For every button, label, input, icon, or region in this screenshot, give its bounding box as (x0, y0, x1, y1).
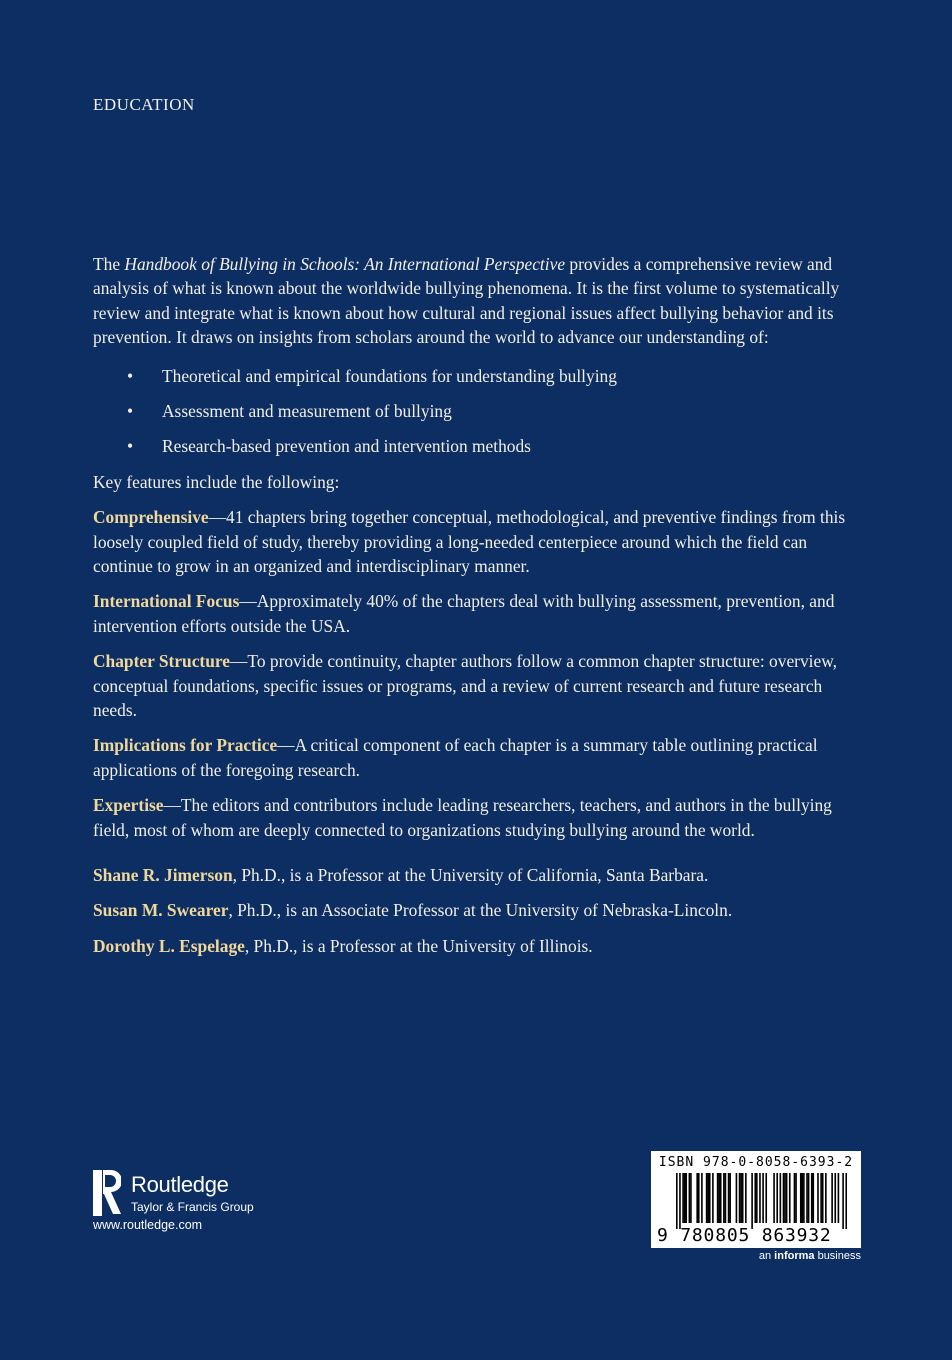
barcode-bar (723, 1173, 725, 1223)
barcode-bar (739, 1173, 741, 1223)
barcode-bar (808, 1173, 810, 1223)
feature-text: —To provide continuity, chapter authors follow a common chapter structure: overview, conceptual foundations, specific issues or programs, and a review of current research and future research needs. (93, 651, 837, 721)
feature-paragraph (93, 589, 868, 638)
publisher-group: Taylor & Francis Group (131, 1200, 254, 1214)
feature-heading: Implications for Practice (93, 735, 278, 756)
ean-digits (657, 1225, 857, 1246)
author-name: Susan M. Swearer (93, 900, 229, 921)
intro-paragraph (93, 252, 868, 350)
barcode-bar (717, 1173, 719, 1223)
publisher-block (93, 1170, 313, 1240)
intro-lead: The (93, 254, 125, 274)
barcode-bar (689, 1173, 691, 1223)
barcode-bar (789, 1173, 791, 1223)
barcode-bar (754, 1173, 756, 1223)
barcode-bar (811, 1173, 813, 1223)
barcode-bar (765, 1173, 767, 1223)
intro-rest: provides a comprehensive review and analysis of what is known about the worldwide bullying phenomena. It is the first volume to systematically review and integrate what is known about how cultural and regional issues affect bullying behavior and its prevention. It draws on insights from scholars around the world to advance our understanding of: (93, 254, 840, 348)
bullet-icon: • (127, 436, 134, 457)
barcode-bar (831, 1173, 833, 1223)
barcode-bar (806, 1173, 808, 1223)
barcode-bar (780, 1173, 782, 1223)
feature-text: —The editors and contributors include leading researchers, teachers, and authors in the bullying field, most of whom are deeply connected to organizations studying bullying around the world. (93, 795, 832, 840)
barcode-bar (762, 1173, 764, 1223)
barcode-bar (718, 1173, 720, 1223)
barcode-bar (820, 1173, 822, 1223)
feature-paragraph (93, 733, 868, 782)
barcode-bar (690, 1173, 692, 1223)
barcode-bar (838, 1173, 840, 1223)
bullet-icon: • (127, 401, 134, 422)
barcode-bar (676, 1173, 678, 1229)
barcode-bar (745, 1173, 747, 1223)
barcode-bar (812, 1173, 814, 1223)
barcode-bar (712, 1173, 714, 1223)
barcode-bar (842, 1173, 844, 1229)
list-item: • Assessment and measurement of bullying (93, 399, 868, 423)
key-features-intro: Key features include the following: (93, 471, 340, 492)
barcode-bar (696, 1173, 698, 1223)
barcode-bar (817, 1173, 819, 1223)
barcode-bar (783, 1173, 785, 1223)
barcode-bar (845, 1173, 847, 1229)
barcode-bar (742, 1173, 744, 1223)
barcode-bar (794, 1173, 796, 1223)
book-title: Handbook of Bullying in Schools: An International Perspective (124, 254, 566, 274)
barcode-bar (728, 1173, 730, 1223)
barcode-bar (679, 1173, 681, 1229)
author-name: Dorothy L. Espelage (93, 935, 245, 956)
barcode-bar (729, 1173, 731, 1223)
barcode-bar (707, 1173, 709, 1223)
author-list (93, 863, 868, 958)
feature-paragraph (93, 793, 868, 842)
bullet-icon: • (127, 365, 134, 386)
feature-heading: Expertise (93, 795, 164, 816)
list-item: • Theoretical and empirical foundations for understanding bullying (93, 364, 868, 388)
isbn-label: ISBN 978-0-8058-6393-2 (658, 1155, 854, 1170)
description-block (93, 252, 868, 958)
publisher-name: Routledge (131, 1172, 229, 1197)
feature-text: —41 chapters bring together conceptual, methodological, and preventive findings from this loosely coupled field of study, thereby providing a long-needed centerpiece around which the field can continue to grow in an organized and interdisciplinary manner. (93, 507, 846, 577)
barcode-bar (773, 1173, 775, 1223)
ean-first-digit: 9 (657, 1225, 669, 1246)
feature-paragraph (93, 505, 868, 578)
feature-heading: Comprehensive (93, 507, 209, 528)
barcode-bar (698, 1173, 700, 1223)
barcode-bar (751, 1173, 753, 1229)
barcode-bar (736, 1173, 738, 1223)
category-label: EDUCATION (93, 95, 195, 114)
author-name: Shane R. Jimerson (93, 865, 233, 886)
barcode-bar (682, 1173, 684, 1223)
routledge-logo-icon (93, 1170, 121, 1216)
feature-text: —Approximately 40% of the chapters deal with bullying assessment, prevention, and intervention efforts outside the USA. (93, 591, 835, 636)
ean-left-group: 780805 (680, 1225, 751, 1246)
author-bio: Susan M. Swearer, Ph.D., is an Associate Professor at the University of Nebraska-Lincoln. (93, 900, 733, 921)
feature-paragraph (93, 649, 868, 722)
barcode-bar (685, 1173, 687, 1223)
barcode-bar (825, 1173, 827, 1223)
barcode-bar (776, 1173, 778, 1223)
feature-heading: Chapter Structure (93, 651, 231, 672)
topic-list (93, 364, 868, 459)
barcode-bar (720, 1173, 722, 1223)
barcode-bar (706, 1173, 708, 1223)
author-bio: Shane R. Jimerson, Ph.D., is a Professor at the University of California, Santa Barbara. (93, 865, 709, 886)
barcode-bar (800, 1173, 802, 1223)
list-item: • Research-based prevention and intervention methods (93, 434, 868, 458)
barcode-bar (784, 1173, 786, 1223)
barcode-bar (802, 1173, 804, 1223)
barcode-bar (709, 1173, 711, 1223)
barcode-bar (684, 1173, 686, 1223)
ean-right-group: 863932 (761, 1225, 832, 1246)
feature-text: —A critical component of each chapter is a summary table outlining practical applications of the foregoing research. (93, 735, 818, 780)
publisher-url[interactable]: www.routledge.com (93, 1218, 203, 1232)
barcode-bar (725, 1173, 727, 1223)
barcode-bar (759, 1173, 761, 1223)
barcode-bar (803, 1173, 805, 1223)
barcode-bar (740, 1173, 742, 1223)
barcode-bar (786, 1173, 788, 1223)
informa-tagline: an informa business (758, 1250, 861, 1262)
isbn-barcode (651, 1151, 861, 1248)
barcode-bar (795, 1173, 797, 1223)
barcode-bar (822, 1173, 824, 1223)
barcode-bar (701, 1173, 703, 1223)
barcode-bar (756, 1173, 758, 1223)
feature-heading: International Focus (93, 591, 240, 612)
author-bio: Dorothy L. Espelage, Ph.D., is a Professor at the University of Illinois. (93, 935, 593, 956)
barcode-bar (834, 1173, 836, 1223)
